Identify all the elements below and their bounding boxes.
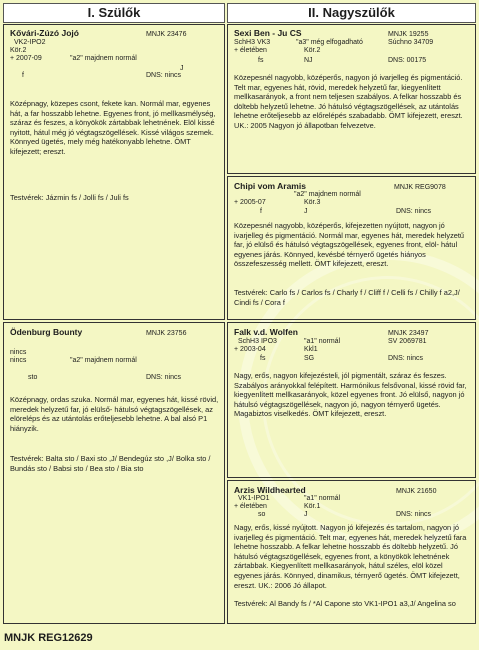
dam-color: sto: [28, 374, 38, 381]
dam-grade: "a2" majdnem normál: [70, 357, 137, 364]
grandparents-header: II. Nagyszülők: [227, 3, 476, 23]
sd-description: Közepesnél nagyobb, középerős, kifejezetten nyújtott, nagyon jó ivarjelleg és pigmentáció. Normál mar, egyenes hát, meredek helyzetű far, jó elülső és hátulsó végtagszögellések, egyenes front, elöl- hátul egyenes járás. Könnyed, kevésbé térnyerő ügetés hiányos összefeszesség mellett. ÖMT kifejezett, ereszt.: [234, 221, 465, 269]
ss-dns: DNS: 00175: [388, 57, 427, 64]
ds-birth: + 2003-04: [234, 346, 266, 353]
dam-cell: [3, 322, 225, 624]
dd-dns: DNS: nincs: [396, 511, 432, 518]
sire-birth: + 2007-09: [10, 55, 42, 62]
ss-description: Közepesnél nagyobb, középerős, nagyon jó ivarjelleg és pigmentáció. Telt mar, egyenes hát, rövid, meredek helyzetű far, kiegyenlített mellkasarányok, a front nem teljesen szabályos. A felkar hosszabb és döltebb helyzetű lehetne. Jó hátulsó végtagszögellések, az utántolás lehetne erőteljesebb az előrelépés szabadabb. ÖMT kifejezett, ereszt. UK.: 2005 Nagyon jó állapotban felvezetve.: [234, 73, 463, 130]
sd-kor: Kör.3: [304, 199, 321, 206]
ds-title: SchH3 IPO3: [238, 338, 277, 345]
sire-sire-cell: [227, 24, 476, 174]
ds-kkl: Kkl1: [304, 346, 318, 353]
dam-description: Középnagy, ordas szuka. Normál mar, egyenes hát, kissé rövid, meredek helyzetű far, jó elülső- hátulsó végtagszögellések, az elöreléps és az utántolás erőteljesebb lehetne. A bal alsó P1 hiányzik.: [10, 395, 219, 433]
ss-sv: Súchno 34709: [388, 39, 434, 46]
sire-sex: f: [22, 72, 24, 79]
dam-siblings: Testvérek: Balta sto / Baxi sto ,J/ Bendegúz sto ,J/ Bolka sto / Bundás sto / Babsi sto / Bea sto / Bia sto: [10, 454, 211, 473]
dam-kor: nincs: [10, 357, 27, 364]
dam-name: Ödenburg Bounty: [10, 327, 83, 337]
ds-reg: MNJK 23497: [388, 330, 429, 337]
ss-title: SchH3 VK3: [234, 39, 271, 46]
ds-sex: fs: [260, 355, 266, 362]
sd-siblings: Testvérek: Carlo fs / Carlos fs / Charly f / Cliff f / Celli fs / Chilly f a2,J/ Cindi fs / Cora f: [234, 288, 460, 307]
dam-dam-cell: [227, 480, 476, 624]
dd-title: VK1-IPO1: [238, 495, 270, 502]
sire-description: Középnagy, közepes csont, fekete kan. Normál mar, egyenes hát, a far hosszabb lehetne. Egyenes front, jó mellkasmélység, száraz és feszes, a könyökök zártabbak lehetnének. Elöl kissé nyitott, hátul még jó végtagszögellések. Kissé világos szemek. Könnyed ügetés, mely még hatékonyabb lehetne. ÖMT kifejezett; ereszt.: [10, 99, 216, 156]
sire-grade: "a2" majdnem normál: [70, 55, 137, 62]
dam-dns: DNS: nincs: [146, 374, 182, 381]
sire-dam-cell: [227, 176, 476, 320]
ds-grade: "a1" normál: [304, 338, 341, 345]
ss-hd: NJ: [304, 57, 313, 64]
sd-grade: "a2" majdnem normál: [294, 191, 361, 198]
ss-life: + életében: [234, 47, 267, 54]
dd-name: Arzis Wildhearted: [234, 485, 306, 495]
ss-grade: "a3" még elfogadható: [296, 39, 363, 46]
ss-kor: Kör.2: [304, 47, 321, 54]
sire-hd: J: [180, 65, 184, 72]
dd-reg: MNJK 21650: [396, 488, 437, 495]
ss-name: Sexi Ben - Ju CS: [234, 28, 302, 38]
sire-title: VK2-IPO2: [14, 39, 46, 46]
ds-sg: SG: [304, 355, 315, 362]
dd-grade: "a1" normál: [304, 495, 341, 502]
parents-header: I. Szülők: [3, 3, 225, 23]
dam-title: nincs: [10, 349, 27, 356]
sire-reg: MNJK 23476: [146, 31, 187, 38]
dd-life: + életében: [234, 503, 267, 510]
registration-number: MNJK REG12629: [4, 632, 93, 644]
sd-name: Chipi vom Aramis: [234, 181, 306, 191]
ss-sex: fs: [258, 57, 264, 64]
sire-name: Kővári-Zúzó Jojó: [10, 28, 79, 38]
dd-hd: J: [304, 511, 308, 518]
dam-sire-cell: [227, 322, 476, 478]
sire-kor: Kör.2: [10, 47, 27, 54]
dd-kor: Kör.1: [304, 503, 321, 510]
sire-cell: [3, 24, 225, 320]
ds-description: Nagy, erős, nagyon kifejezésteli, jól pigmentált, száraz és feszes. Szabályos arányokkal felépített. Harmónikus felsővonal, kissé rövid far, kiegyenlített mellkasarányok, közel egyenes front. Jó elülső, nagyon jó hátulsó végtagszögellések, nagyon jó, nagyon térnyerő ügetés. Magabiztos viselkedés. ÖMT kifejezett, ereszt.: [234, 371, 467, 419]
dd-siblings: Testvérek: Al Bandy fs / *Al Capone sto VK1-IPO1 a3,J/ Angelina so: [234, 599, 456, 608]
sd-hd: J: [304, 208, 308, 215]
sd-sex: f: [260, 208, 262, 215]
sire-dns: DNS: nincs: [146, 72, 182, 79]
dd-description: Nagy, erős, kissé nyújtott. Nagyon jó kifejezés és tartalom, nagyon jó ivarjelleg és pigmentáció. Telt mar, egyenes hát, meredek helyzetű fara lehetne hosszabb. A felkar lehetne hosszabb és döltebb helyzetű. Jó hátulsó végtagszögellések, egyenes front, a könyökök lehetnének zártabbak. Kiegyenlített mellkasarányok, hátul széles, elöl közel egyenes járás. Könnyed, dinamikus, térnyerő ügetés. ÖMT kifejezett, ereszt. UK.: 2006 Jó állapot.: [234, 523, 467, 590]
ss-reg: MNJK 19255: [388, 31, 429, 38]
sd-reg: MNJK REG9078: [394, 184, 446, 191]
sd-birth: + 2005-07: [234, 199, 266, 206]
ds-name: Falk v.d. Wolfen: [234, 327, 298, 337]
sire-siblings: Testvérek: Jázmin fs / Jolli fs / Juli fs: [10, 193, 129, 202]
ds-dns: DNS: nincs: [388, 355, 424, 362]
ds-sv: SV 2069781: [388, 338, 427, 345]
dam-reg: MNJK 23756: [146, 330, 187, 337]
sd-dns: DNS: nincs: [396, 208, 432, 215]
dd-color: so: [258, 511, 266, 518]
